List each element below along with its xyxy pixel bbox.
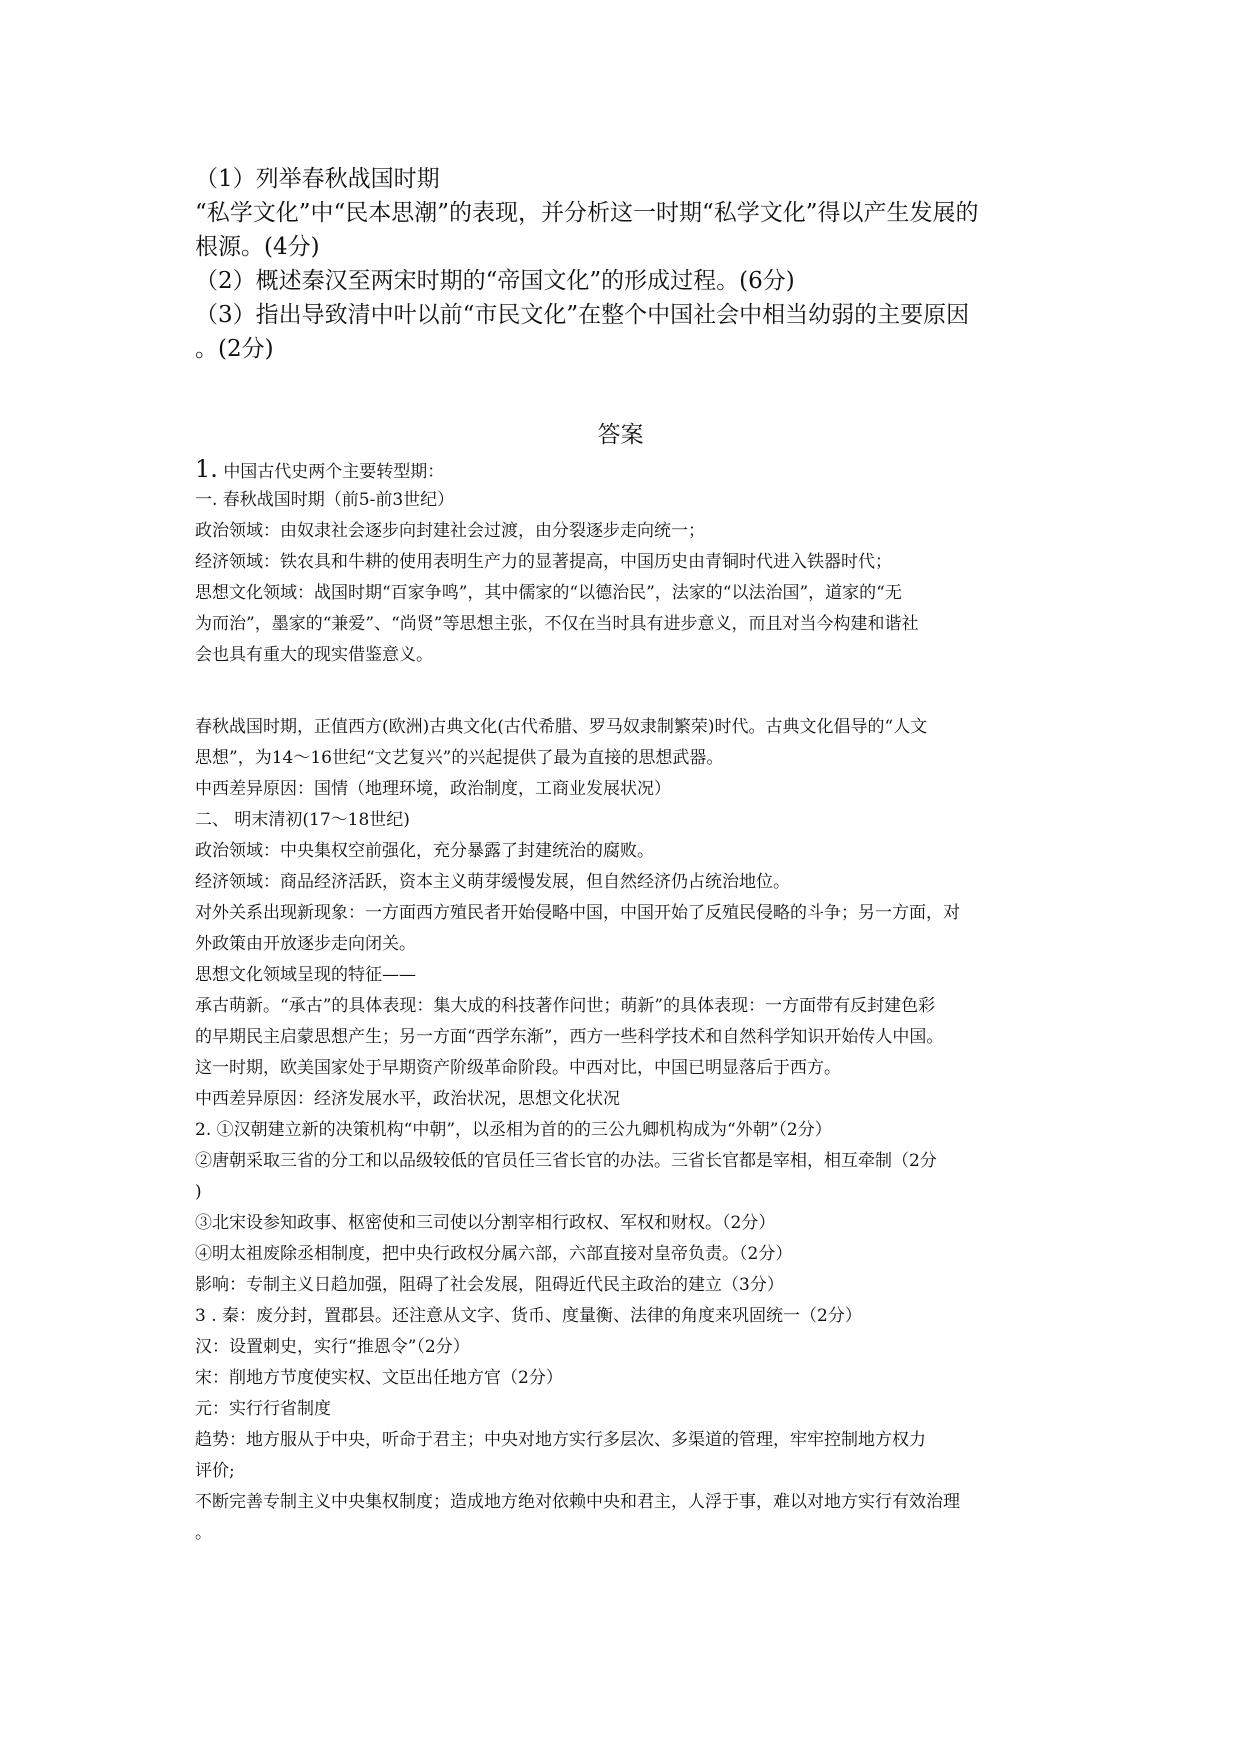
answer-line-text: 中国古代史两个主要转型期： bbox=[223, 462, 445, 482]
answer-line: 经济领域：商品经济活跃，资本主义萌芽缓慢发展，但自然经济仍占统治地位。 bbox=[195, 872, 790, 892]
answer-line: 的早期民主启蒙思想产生；另一方面“西学东渐”，西方一些科学技术和自然科学知识开始传人中国。 bbox=[195, 1027, 944, 1047]
answer-line: ③北宋设参知政事、枢密使和三司使以分割宰相行政权、军权和财权。（2分） bbox=[195, 1213, 776, 1233]
answer-line: 二、 明末清初(17～18世纪) bbox=[195, 810, 410, 830]
answer-line: 汉：设置刺史，实行“推恩令”（2分） bbox=[195, 1337, 470, 1357]
answer-line: ④明太祖废除丞相制度，把中央行政权分属六部，六部直接对皇帝负责。（2分） bbox=[195, 1244, 793, 1264]
answer-line: 为而治”，墨家的“兼爱”、“尚贤”等思想主张，不仅在当时具有进步意义，而且对当今构建和谐社 bbox=[195, 614, 919, 634]
answer-line: 宋：削地方节度使实权、文臣出任地方官（2分） bbox=[195, 1368, 563, 1388]
answer-line: 外政策由开放逐步走向闭关。 bbox=[195, 934, 416, 954]
answer-line: 影响：专制主义日趋加强，阻碍了社会发展，阻碍近代民主政治的建立（3分） bbox=[195, 1275, 784, 1295]
answer-line: 思想文化领域呈现的特征—— bbox=[195, 965, 416, 985]
answer-line: 不断完善专制主义中央集权制度；造成地方绝对依赖中央和君主，人浮于事，难以对地方实行有效治理 bbox=[195, 1492, 960, 1512]
answer-line bbox=[195, 454, 444, 487]
answer-line: 经济领域：铁农具和牛耕的使用表明生产力的显著提高，中国历史由青铜时代进入铁器时代； bbox=[195, 552, 892, 572]
answer-line: ) bbox=[195, 1182, 202, 1202]
answer-line: ②唐朝采取三省的分工和以品级较低的官员任三省长官的办法。三省长官都是宰相，相互牵制（2分 bbox=[195, 1151, 937, 1171]
answer-line: 政治领域：中央集权空前强化，充分暴露了封建统治的腐败。 bbox=[195, 841, 654, 861]
question-line: （2）概述秦汉至两宋时期的“帝国文化”的形成过程。(6分) bbox=[195, 268, 795, 294]
answer-line: 元：实行行省制度 bbox=[195, 1399, 331, 1419]
answer-line: 这一时期，欧美国家处于早期资产阶级革命阶段。中西对比，中国已明显落后于西方。 bbox=[195, 1058, 841, 1078]
answer-line: 2. ①汉朝建立新的决策机构“中朝”，以丞相为首的的三公九卿机构成为“外朝”（2分） bbox=[195, 1120, 832, 1140]
answer-line: 对外关系出现新现象：一方面西方殖民者开始侵略中国，中国开始了反殖民侵略的斗争；另一方面，对 bbox=[195, 903, 960, 923]
answer-number: 1. bbox=[195, 455, 218, 483]
answer-line: 评价; bbox=[195, 1461, 235, 1481]
answer-line: 3 . 秦：废分封，置郡县。还注意从文字、货币、度量衡、法律的角度来巩固统一（2分） bbox=[195, 1306, 862, 1326]
answer-line: 一. 春秋战国时期（前5-前3世纪） bbox=[195, 490, 455, 510]
answer-title: 答案 bbox=[597, 422, 644, 448]
question-line: （1）列举春秋战国时期 bbox=[195, 166, 440, 192]
answer-line: 中西差异原因：经济发展水平，政治状况，思想文化状况 bbox=[195, 1089, 620, 1109]
question-line: 根源。(4分) bbox=[195, 234, 320, 260]
answer-line: 思想文化领域：战国时期“百家争鸣”，其中儒家的“以德治民”，法家的“以法治国”，道家的“无 bbox=[195, 583, 902, 603]
answer-line: 承古萌新。“承古”的具体表现：集大成的科技著作问世；萌新”的具体表现：一方面带有反封建色彩 bbox=[195, 996, 936, 1016]
answer-line: 中西差异原因：国情（地理环境，政治制度，工商业发展状况） bbox=[195, 779, 671, 799]
answer-line: 春秋战国时期，正值西方(欧洲)古典文化(古代希腊、罗马奴隶制繁荣)时代。古典文化倡导的“人文 bbox=[195, 717, 928, 737]
answer-line: 趋势：地方服从于中央，听命于君主；中央对地方实行多层次、多渠道的管理，牢牢控制地方权力 bbox=[195, 1430, 926, 1450]
answer-line: 会也具有重大的现实借鉴意义。 bbox=[195, 645, 433, 665]
question-line: 。(2分) bbox=[195, 336, 274, 362]
answer-line: 思想”，为14～16世纪“文艺复兴”的兴起提供了最为直接的思想武器。 bbox=[195, 748, 724, 768]
answer-line: 政治领域：由奴隶社会逐步向封建社会过渡，由分裂逐步走向统一； bbox=[195, 521, 705, 541]
question-line: “私学文化”中“民本思潮”的表现，并分析这一时期“私学文化”得以产生发展的 bbox=[195, 200, 979, 226]
answer-line: 。 bbox=[195, 1523, 212, 1543]
question-line: （3）指出导致清中叶以前“市民文化”在整个中国社会中相当幼弱的主要原因 bbox=[195, 302, 970, 328]
